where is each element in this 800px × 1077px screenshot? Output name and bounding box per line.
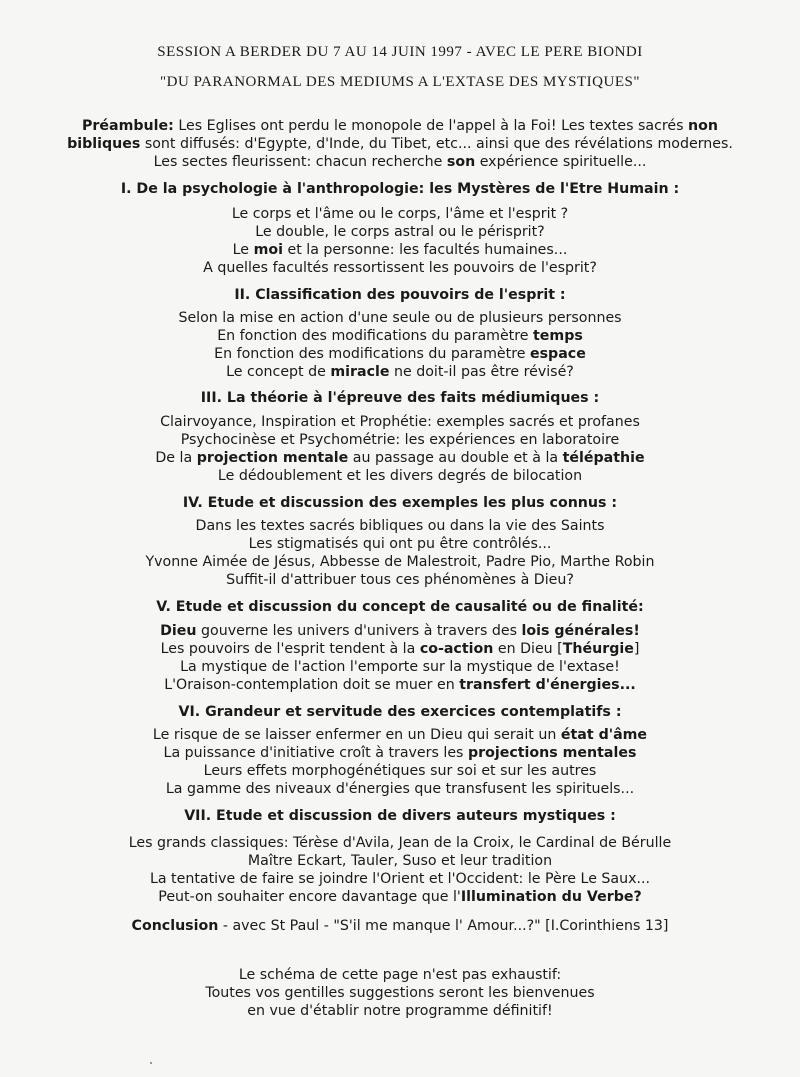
section-7 xyxy=(0,807,800,825)
footer-line: Toutes vos gentilles suggestions seront les bienvenues xyxy=(205,985,595,1001)
preambule-line-3: Les sectes fleurissent: chacun recherche son expérience spirituelle... xyxy=(153,154,647,170)
section-line: Selon la mise en action d'une seule ou de plusieurs personnes xyxy=(178,310,622,326)
section-line: Yvonne Aimée de Jésus, Abbesse de Malestroit, Padre Pio, Marthe Robin xyxy=(145,554,655,570)
section-line: Psychocinèse et Psychométrie: les expériences en laboratoire xyxy=(180,432,620,448)
section-line: En fonction des modifications du paramètre temps xyxy=(217,328,583,344)
scan-speck xyxy=(150,1062,152,1064)
section-line: Le double, le corps astral ou le périsprit? xyxy=(255,224,545,240)
section-line: Les grands classiques: Térèse d'Avila, Jean de la Croix, le Cardinal de Bérulle xyxy=(128,835,672,851)
section-title: IV. Etude et discussion des exemples les plus connus : xyxy=(182,495,618,511)
section-1-body xyxy=(0,205,800,277)
section-title: II. Classification des pouvoirs de l'esprit : xyxy=(234,287,566,303)
section-6 xyxy=(0,703,800,721)
section-7-body xyxy=(0,834,800,906)
section-2 xyxy=(0,286,800,304)
section-line: Le dédoublement et les divers degrés de bilocation xyxy=(217,468,583,484)
section-line: La tentative de faire se joindre l'Orient et l'Occident: le Père Le Saux... xyxy=(149,871,651,887)
section-3-body xyxy=(0,413,800,485)
section-5-body xyxy=(0,622,800,694)
section-line: Suffit-il d'attribuer tous ces phénomènes à Dieu? xyxy=(226,572,574,588)
section-line: De la projection mentale au passage au double et à la télépathie xyxy=(155,450,645,466)
section-title: III. La théorie à l'épreuve des faits médiumiques : xyxy=(200,390,600,406)
section-line: Maître Eckart, Tauler, Suso et leur tradition xyxy=(247,853,553,869)
section-line: L'Oraison-contemplation doit se muer en transfert d'énergies... xyxy=(164,677,636,693)
section-line: Le concept de miracle ne doit-il pas être révisé? xyxy=(226,364,574,380)
preambule-line-1: Préambule: Les Eglises ont perdu le monopole de l'appel à la Foi! Les textes sacrés non xyxy=(82,118,718,134)
section-line: Le moi et la personne: les facultés humaines... xyxy=(232,242,568,258)
conclusion-label: Conclusion xyxy=(131,918,219,934)
section-6-body xyxy=(0,726,800,798)
section-3 xyxy=(0,389,800,407)
preambule-line-2: bibliques sont diffusés: d'Egypte, d'Inde, du Tibet, etc... ainsi que des révélations modernes. xyxy=(67,136,733,152)
conclusion-line: Conclusion - avec St Paul - "S'il me manque l' Amour...?" [I.Corinthiens 13] xyxy=(131,918,669,934)
section-title: I. De la psychologie à l'anthropologie: les Mystères de l'Etre Humain : xyxy=(120,181,680,197)
section-5 xyxy=(0,598,800,616)
footer-note xyxy=(0,966,800,1020)
footer-line: Le schéma de cette page n'est pas exhaustif: xyxy=(238,967,562,983)
document-title: "DU PARANORMAL DES MEDIUMS A L'EXTASE DES MYSTIQUES" xyxy=(160,74,640,90)
section-line: Les pouvoirs de l'esprit tendent à la co-action en Dieu [Théurgie] xyxy=(160,641,640,657)
section-line: La gamme des niveaux d'énergies que transfusent les spirituels... xyxy=(165,781,635,797)
section-4 xyxy=(0,494,800,512)
section-4-body xyxy=(0,517,800,589)
section-line: Les stigmatisés qui ont pu être contrôlés... xyxy=(248,536,552,552)
section-line: La puissance d'initiative croît à travers les projections mentales xyxy=(163,745,637,761)
section-line: Clairvoyance, Inspiration et Prophétie: exemples sacrés et profanes xyxy=(160,414,640,430)
preambule-block xyxy=(0,117,800,171)
session-header: SESSION A BERDER DU 7 AU 14 JUIN 1997 - AVEC LE PERE BIONDI xyxy=(157,44,643,60)
section-1 xyxy=(0,180,800,198)
section-line: Le corps et l'âme ou le corps, l'âme et l'esprit ? xyxy=(231,206,569,222)
section-line: Dieu gouverne les univers d'univers à travers des lois générales! xyxy=(160,623,640,639)
section-2-body xyxy=(0,309,800,381)
section-line: Le risque de se laisser enfermer en un Dieu qui serait un état d'âme xyxy=(152,727,648,743)
section-line: A quelles facultés ressortissent les pouvoirs de l'esprit? xyxy=(203,260,597,276)
section-title: VI. Grandeur et servitude des exercices contemplatifs : xyxy=(178,704,622,720)
section-title: VII. Etude et discussion de divers auteurs mystiques : xyxy=(184,808,616,824)
section-line: En fonction des modifications du paramètre espace xyxy=(214,346,586,362)
section-title: V. Etude et discussion du concept de causalité ou de finalité: xyxy=(156,599,644,615)
section-line: Dans les textes sacrés bibliques ou dans la vie des Saints xyxy=(195,518,605,534)
section-line: Leurs effets morphogénétiques sur soi et sur les autres xyxy=(203,763,597,779)
preambule-label: Préambule: xyxy=(82,118,174,134)
section-line: La mystique de l'action l'emporte sur la mystique de l'extase! xyxy=(180,659,620,675)
conclusion xyxy=(0,917,800,935)
section-line: Peut-on souhaiter encore davantage que l'Illumination du Verbe? xyxy=(158,889,642,905)
footer-line: en vue d'établir notre programme définitif! xyxy=(247,1003,553,1019)
